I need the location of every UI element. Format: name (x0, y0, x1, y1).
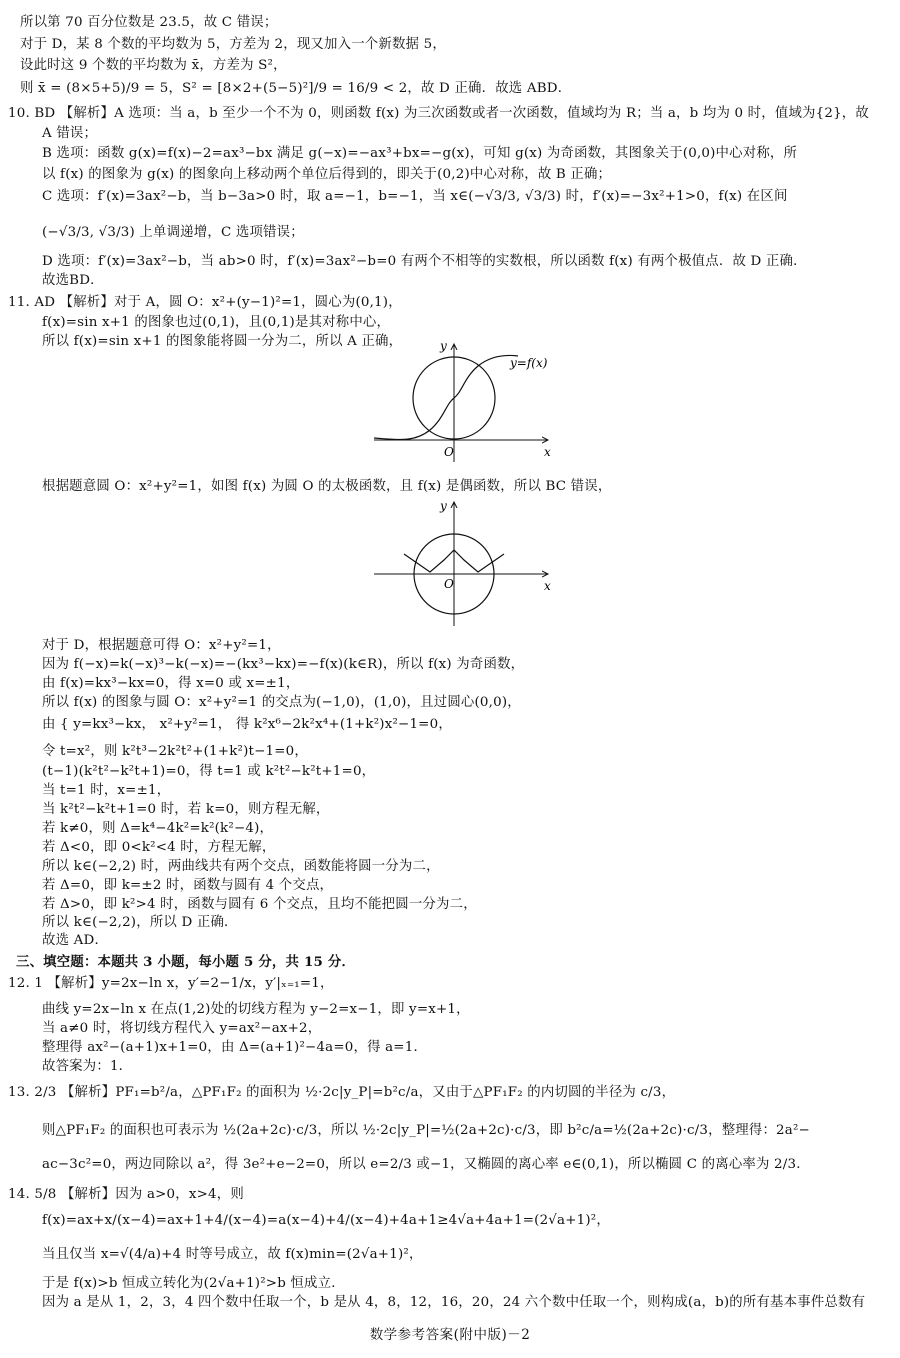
q14-heading: 14. 5/8 【解析】因为 a>0，x>4，则 (8, 1187, 244, 1202)
text-line: (t−1)(k²t²−k²t+1)=0，得 t=1 或 k²t²−k²t+1=0， (42, 764, 376, 779)
text-line: 所以 k∈(−2,2)，所以 D 正确． (42, 915, 238, 930)
text-line: (−√3/3, √3/3) 上单调递增，C 选项错误； (42, 225, 304, 240)
origin-label: O (444, 577, 454, 591)
text-line: 若 Δ>0，即 k²>4 时，函数与圆有 6 个交点，且均不能把圆一分为二， (42, 897, 477, 912)
text-line: 因为 f(−x)=k(−x)³−k(−x)=−(kx³−kx)=−f(x)(k∈R)，所以 f(x) 为奇函数， (42, 657, 525, 672)
section-heading: 三、填空题：本题共 3 小题，每小题 5 分，共 15 分． (16, 954, 356, 970)
text-line: 根据题意圆 O：x²+y²=1，如图 f(x) 为圆 O 的太极函数，且 f(x) 是偶函数，所以 BC 错误， (42, 479, 612, 494)
origin-label: O (444, 445, 454, 459)
text-line: 由 { y=kx³−kx， x²+y²=1， 得 k²x⁶−2k²x⁴+(1+k²)x²−1=0， (42, 717, 452, 732)
text-line: 若 Δ=0，即 k=±2 时，函数与圆有 4 个交点， (42, 878, 334, 893)
page-footer: 数学参考答案(附中版)－2 (369, 1327, 531, 1343)
text-line: 故选BD． (42, 273, 104, 288)
text-line: 若 Δ<0，即 0<k²<4 时，方程无解， (42, 840, 276, 855)
text-line: 所以 f(x) 的图象与圆 O：x²+y²=1 的交点为(−1,0)，(1,0)，且过圆心(0,0)， (42, 695, 521, 710)
text-line: 曲线 y=2x−ln x 在点(1,2)处的切线方程为 y−2=x−1，即 y=x+1， (42, 1002, 470, 1017)
text-line: 令 t=x²，则 k²t³−2k²t²+(1+k²)t−1=0， (42, 744, 308, 759)
text-line: 则△PF₁F₂ 的面积也可表示为 ½(2a+2c)·c/3，所以 ½·2c|y_P|=½(2a+2c)·c/3，即 b²c/a=½(2a+2c)·c/3，整理得：2a²− (42, 1123, 810, 1138)
q10-heading: 10. BD 【解析】A 选项：当 a，b 至少一个不为 0，则函数 f(x) 为三次函数或者一次函数，值域均为 R；当 a，b 均为 0 时，值域为{2}，故 (8, 106, 869, 121)
text-line: 以 f(x) 的图象为 g(x) 的图象向上移动两个单位后得到的，即关于(0,2)中心对称，故 B 正确； (42, 167, 612, 182)
q13-heading: 13. 2/3 【解析】PF₁=b²/a，△PF₁F₂ 的面积为 ½·2c|y_P|=b²c/a，又由于△PF₁F₂ 的内切圆的半径为 c/3， (8, 1085, 676, 1100)
text-line: 当且仅当 x=√(4/a)+4 时等号成立，故 f(x)min=(2√a+1)²， (42, 1247, 423, 1262)
text-line: 对于 D，某 8 个数的平均数为 5，方差为 2，现又加入一个新数据 5， (20, 37, 446, 52)
text-line: 因为 a 是从 1，2，3，4 四个数中任取一个，b 是从 4，8，12，16，20，24 六个数中任取一个，则构成(a，b)的所有基本事件总数有 (42, 1295, 866, 1310)
text-line: 所以第 70 百分位数是 23.5，故 C 错误； (20, 15, 278, 30)
text-line: 故答案为：1． (42, 1059, 133, 1074)
text-line: 对于 D，根据题意可得 O：x²+y²=1， (42, 638, 281, 653)
text-line: 由 f(x)=kx³−kx=0，得 x=0 或 x=±1， (42, 676, 300, 691)
text-line: 所以 f(x)=sin x+1 的图象能将圆一分为二，所以 A 正确， (42, 334, 403, 349)
x-axis-label: x (544, 445, 551, 459)
x-axis-label: x (544, 579, 551, 593)
text-line: ac−3c²=0，两边同除以 a²，得 3e²+e−2=0，所以 e=2/3 或−1，又椭圆的离心率 e∈(0,1)，所以椭圆 C 的离心率为 2/3． (42, 1157, 810, 1172)
text-line: f(x)=ax+x/(x−4)=ax+1+4/(x−4)=a(x−4)+4/(x−4)+4a+1≥4√a+4a+1=(2√a+1)²， (42, 1213, 610, 1228)
text-line: C 选项：f′(x)=3ax²−b，当 b−3a>0 时，取 a=−1，b=−1，当 x∈(−√3/3, √3/3) 时，f′(x)=−3x²+1>0，f(x) 在区间 (42, 189, 788, 204)
text-line: D 选项：f′(x)=3ax²−b，当 ab>0 时，f′(x)=3ax²−b=0 有两个不相等的实数根，所以函数 f(x) 有两个极值点．故 D 正确． (42, 254, 807, 269)
text-line: 当 a≠0 时，将切线方程代入 y=ax²−ax+2， (42, 1021, 322, 1036)
text-line: 故选 AD． (42, 933, 109, 948)
y-axis-label: y (440, 499, 447, 513)
text-line: 所以 k∈(−2,2) 时，两曲线共有两个交点，函数能将圆一分为二， (42, 859, 440, 874)
text-line: 当 k²t²−k²t+1=0 时，若 k=0，则方程无解， (42, 802, 330, 817)
text-line: f(x)=sin x+1 的图象也过(0,1)，且(0,1)是其对称中心， (42, 315, 391, 330)
y-axis-label: y (440, 339, 447, 353)
q11-heading: 11. AD 【解析】对于 A，圆 O：x²+(y−1)²=1，圆心为(0,1)， (8, 295, 402, 310)
text-line: 整理得 ax²−(a+1)x+1=0，由 Δ=(a+1)²−4a=0，得 a=1． (42, 1040, 428, 1055)
text-line: 于是 f(x)>b 恒成立转化为(2√a+1)²>b 恒成立． (42, 1276, 345, 1291)
text-line: 则 x̄ = (8×5+5)/9 = 5，S² = [8×2+(5−5)²]/9 = 16/9 < 2，故 D 正确．故选 ABD． (20, 81, 572, 96)
curve-label: y=f(x) (510, 356, 548, 370)
figure-2-taiji-even (360, 498, 560, 628)
text-line: 当 t=1 时，x=±1， (42, 783, 171, 798)
text-line: 设此时这 9 个数的平均数为 x̄，方差为 S²， (20, 58, 287, 73)
sine-curve (374, 355, 518, 439)
text-line: 若 k≠0，则 Δ=k⁴−4k²=k²(k²−4)， (42, 821, 274, 836)
text-line: B 选项：函数 g(x)=f(x)−2=ax³−bx 满足 g(−x)=−ax³+bx=−g(x)，可知 g(x) 为奇函数，其图象关于(0,0)中心对称，所 (42, 146, 798, 161)
text-line: A 错误； (42, 126, 98, 141)
figure-1-taiji-sine (360, 338, 560, 466)
q12-heading: 12. 1 【解析】y=2x−ln x，y′=2−1/x，y′|ₓ₌₁=1， (8, 976, 334, 991)
